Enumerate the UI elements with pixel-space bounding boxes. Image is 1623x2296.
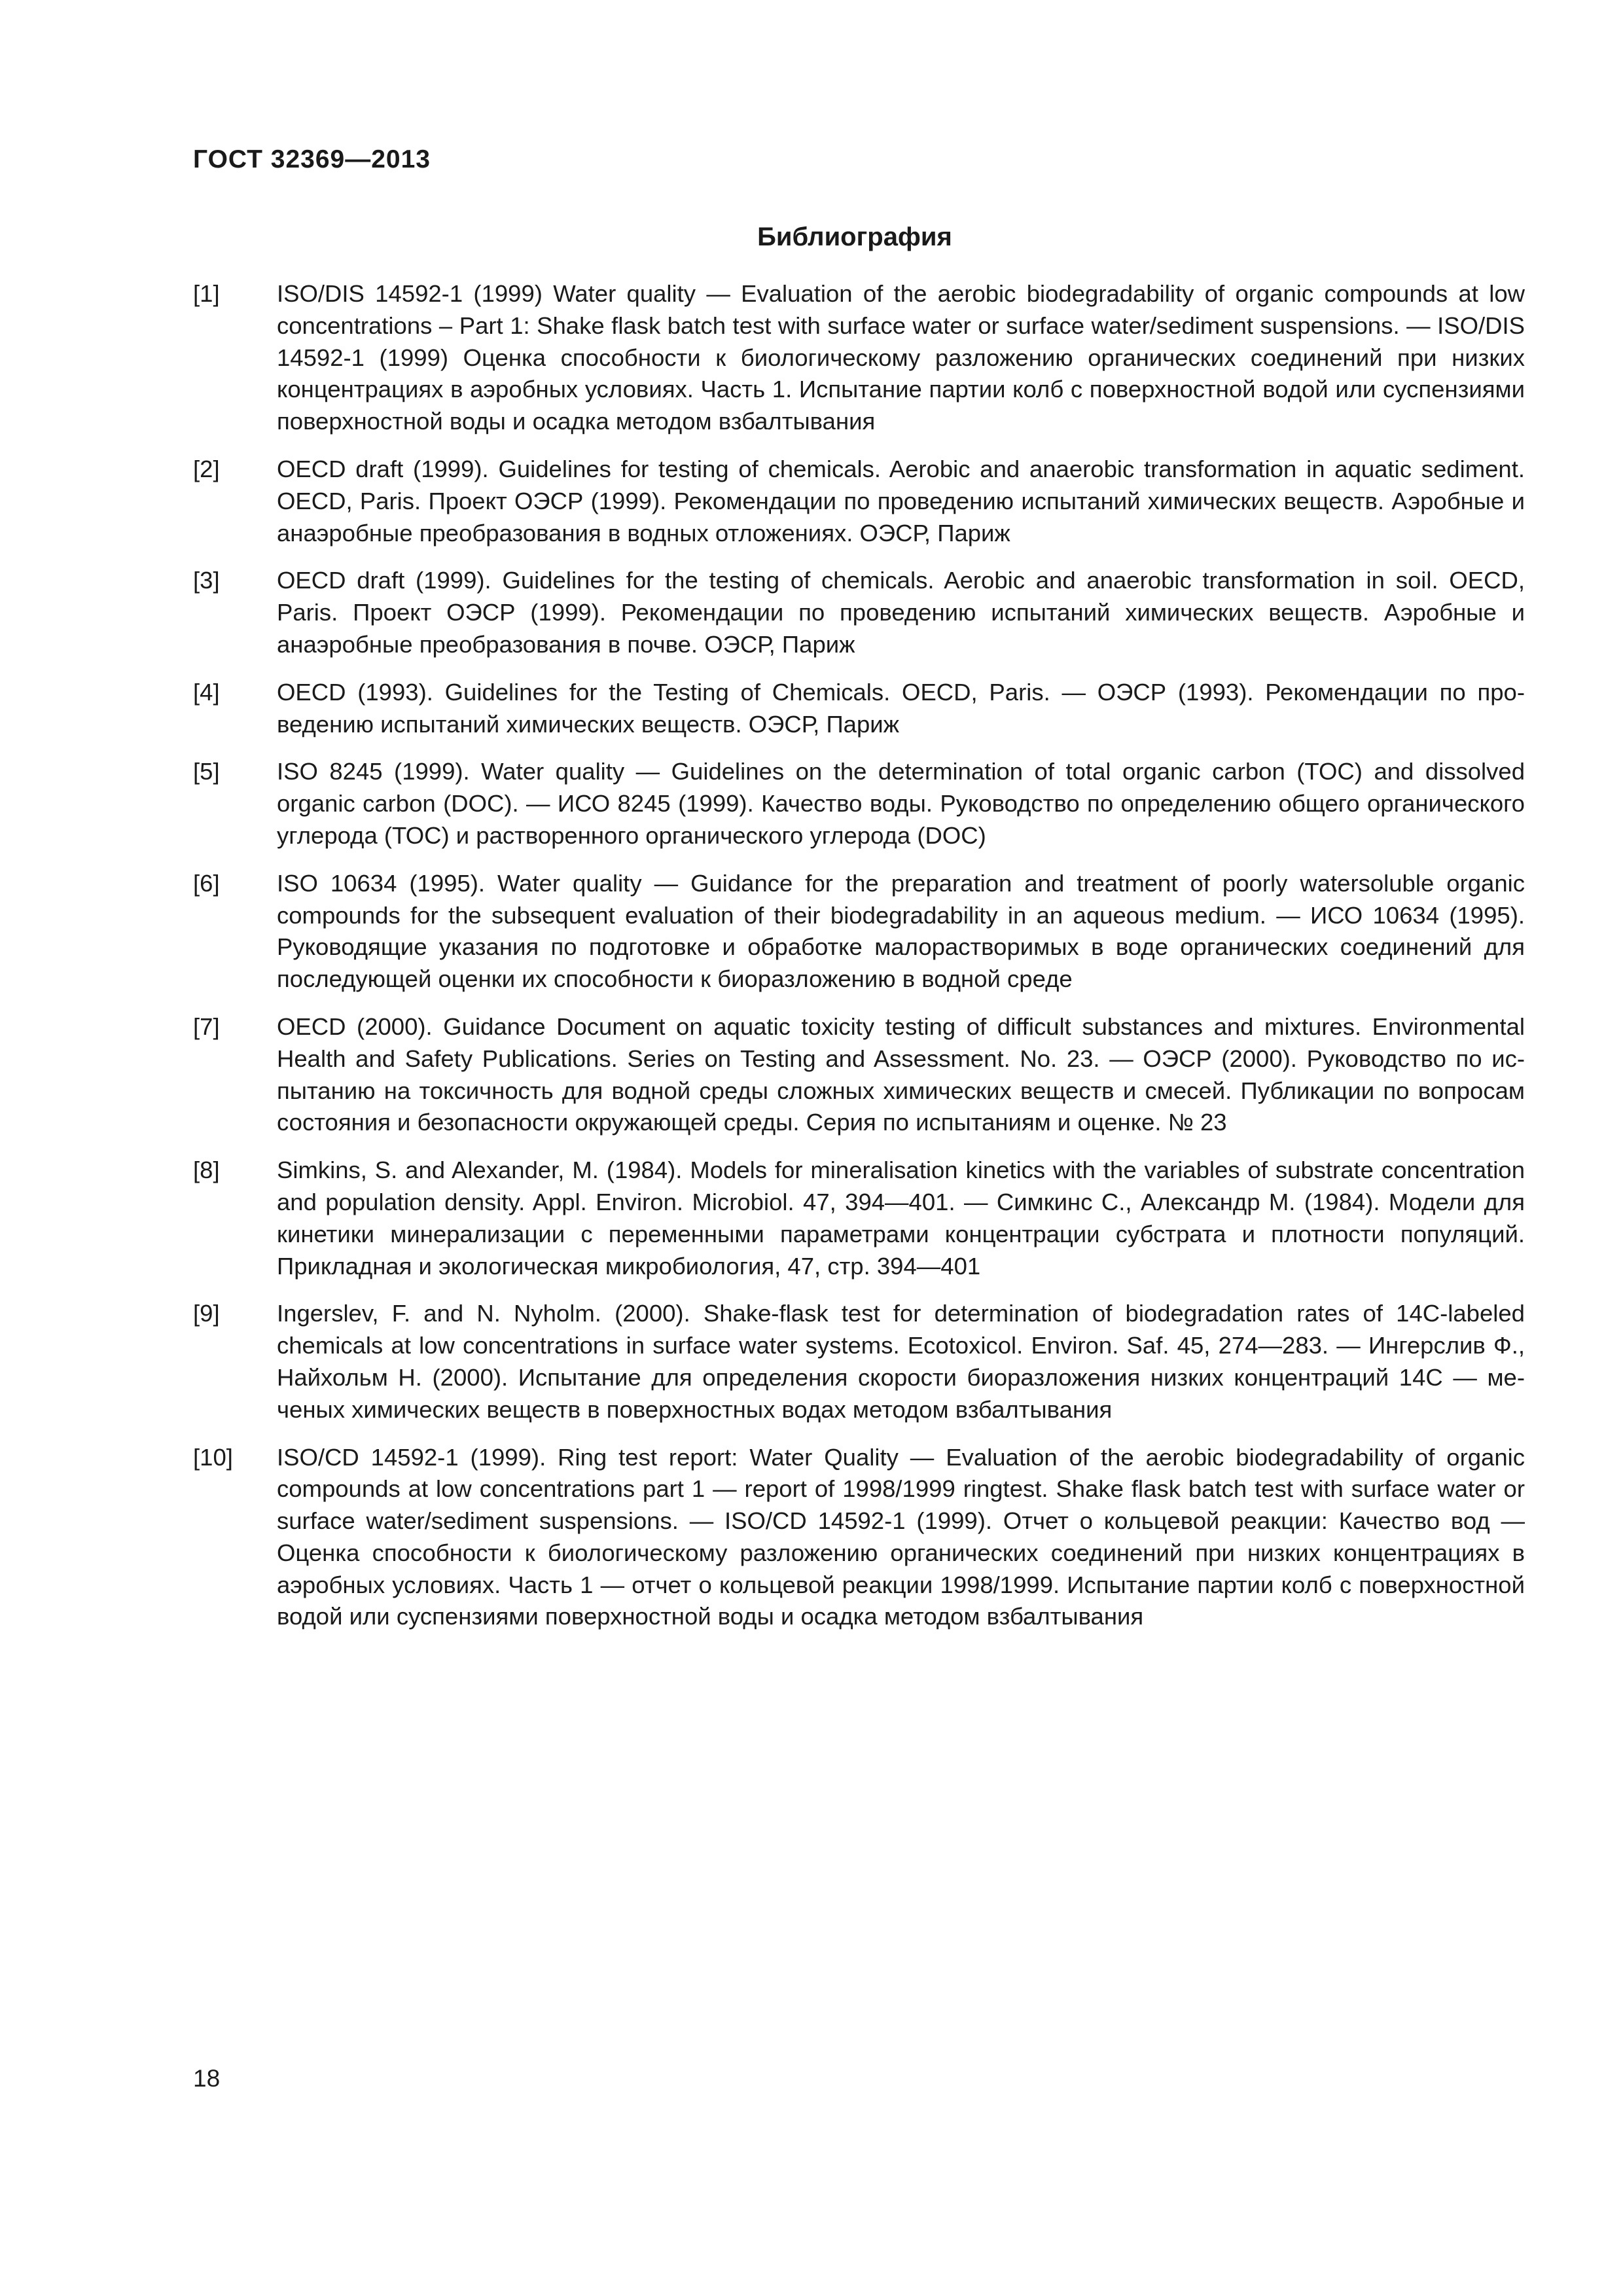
bibliography-entry-number: [5] [193, 758, 220, 785]
page-number: 18 [193, 2065, 221, 2092]
bibliography-entry-text: ISO 8245 (1999). Water quality — Guidelines on the determination of total organic carbon (TOC) and dissolved organic carbon (DOC). — ИСО 8245 (1999). Качество воды. Руководство по определению общего органического углерода (ТОС) и растворенного органического углерода (DOC) [277, 758, 1525, 849]
bibliography-entry-text: OECD draft (1999). Guidelines for testing of chemicals. Aerobic and anaerobic transformation in aquatic sediment. OECD, Paris. Проект ОЭСР (1999). Рекомендации по проведению испытаний химических веществ. Аэробные и анаэробные преобразования в водных отложениях. ОЭСР, Париж [277, 455, 1525, 547]
bibliography-entry-number: [3] [193, 567, 220, 594]
bibliography-entry [193, 1011, 1525, 1139]
section-title: Библиография [757, 223, 952, 251]
bibliography-entry-number: [7] [193, 1013, 220, 1040]
bibliography-entry-number: [8] [193, 1157, 220, 1184]
bibliography-entry-text: Simkins, S. and Alexander, M. (1984). Models for mineralisation kinetics with the variables of substrate concentration and population density. Appl. Environ. Microbiol. 47, 394—401. — Симкинс С., Александр М. (1984). Модели для кинетики минерализации с переменными параметрами концентрации субстрата и плотности популяций. Прикладная и экологическая микробиология, 47, стр. 394—401 [277, 1157, 1525, 1280]
bibliography-entry [193, 1155, 1525, 1282]
bibliography-entry-number: [1] [193, 280, 220, 307]
bibliography-entry-text: ISO 10634 (1995). Water quality — Guidance for the preparation and treatment of poorly watersoluble organic compounds for the subsequent evaluation of their biodegradability in an aqueous medium. — ИСО 10634 (1995). Руководящие указания по подготовке и обработке малорастворимых в воде органических соединений для последующей оценки их способности к биоразложению в водной среде [277, 869, 1525, 993]
bibliography-entry-text: Ingerslev, F. and N. Nyholm. (2000). Shake-flask test for determination of biodegradation rates of 14C-labeled chemicals at low concentrations in surface water systems. Ecotoxicol. Environ. Saf. 45, 274—283. — Ингерслив Ф., Найхольм Н. (2000). Испытание для определения скорости биоразложения низких концентраций 14С — меченых химических веществ в поверхностных водах методом взбалтывания [277, 1300, 1525, 1423]
bibliography-entry-number: [4] [193, 678, 220, 706]
bibliography-list [193, 278, 1525, 1649]
bibliography-entry-text: ISO/CD 14592-1 (1999). Ring test report: Water Quality — Evaluation of the aerobic biodegradability of organic compounds at low concentrations part 1 — report of 1998/1999 ringtest. Shake flask batch test with surface water or surface water/sediment suspensions. — ISO/CD 14592-1 (1999). Отчет о кольцевой реакции: Качество вод — Оценка способности к биологическому разложению органических соединений при низких концентрациях в аэробных условиях. Часть 1 — отчет о кольцевой реакции 1998/1999. Испытание партии колб с поверхностной водой или суспензиями поверхностной воды и осадка методом взбалтывания [277, 1443, 1525, 1630]
bibliography-entry-number: [2] [193, 455, 220, 482]
bibliography-entry [193, 868, 1525, 996]
bibliography-entry [193, 454, 1525, 549]
bibliography-entry-number: [10] [193, 1443, 233, 1471]
bibliography-entry [193, 756, 1525, 852]
bibliography-entry [193, 1298, 1525, 1426]
document-standard-code: ГОСТ 32369—2013 [193, 145, 431, 173]
bibliography-entry-text: OECD draft (1999). Guidelines for the testing of chemicals. Aerobic and anaerobic transformation in soil. OECD, Paris. Проект ОЭСР (1999). Рекомендации по проведению испытаний химических веществ. Аэробные и анаэробные преобразования в почве. ОЭСР, Париж [277, 567, 1525, 658]
bibliography-entry [193, 677, 1525, 741]
bibliography-entry-number: [6] [193, 869, 220, 897]
bibliography-entry-text: ISO/DIS 14592-1 (1999) Water quality — Evaluation of the aerobic biodegradability of organic compounds at low concentrations – Part 1: Shake flask batch test with surface water or surface water/sediment suspensions. — ISO/DIS 14592-1 (1999) Оценка способности к биологическому разложению органических соединений при низких концентрациях в аэробных условиях. Часть 1. Испытание партии колб с поверхностной водой или суспензиями поверхностной воды и осадка методом взбалтывания [277, 280, 1525, 435]
bibliography-entry-text: OECD (2000). Guidance Document on aquatic toxicity testing of difficult substances and mixtures. Environmental Health and Safety Publications. Series on Testing and Assessment. No. 23. — ОЭСР (2000). Руководство по испытанию на токсичность для водной среды сложных химических веществ и смесей. Публикации по вопросам состояния и безопасности окружающей среды. Серия по испытаниям и оценке. № 23 [277, 1013, 1525, 1136]
bibliography-entry [193, 278, 1525, 438]
bibliography-entry [193, 1442, 1525, 1634]
bibliography-entry-number: [9] [193, 1300, 220, 1327]
bibliography-entry [193, 565, 1525, 660]
bibliography-entry-text: OECD (1993). Guidelines for the Testing of Chemicals. OECD, Paris. — ОЭСР (1993). Рекомендации по проведению испытаний химических веществ. ОЭСР, Париж [277, 678, 1525, 738]
